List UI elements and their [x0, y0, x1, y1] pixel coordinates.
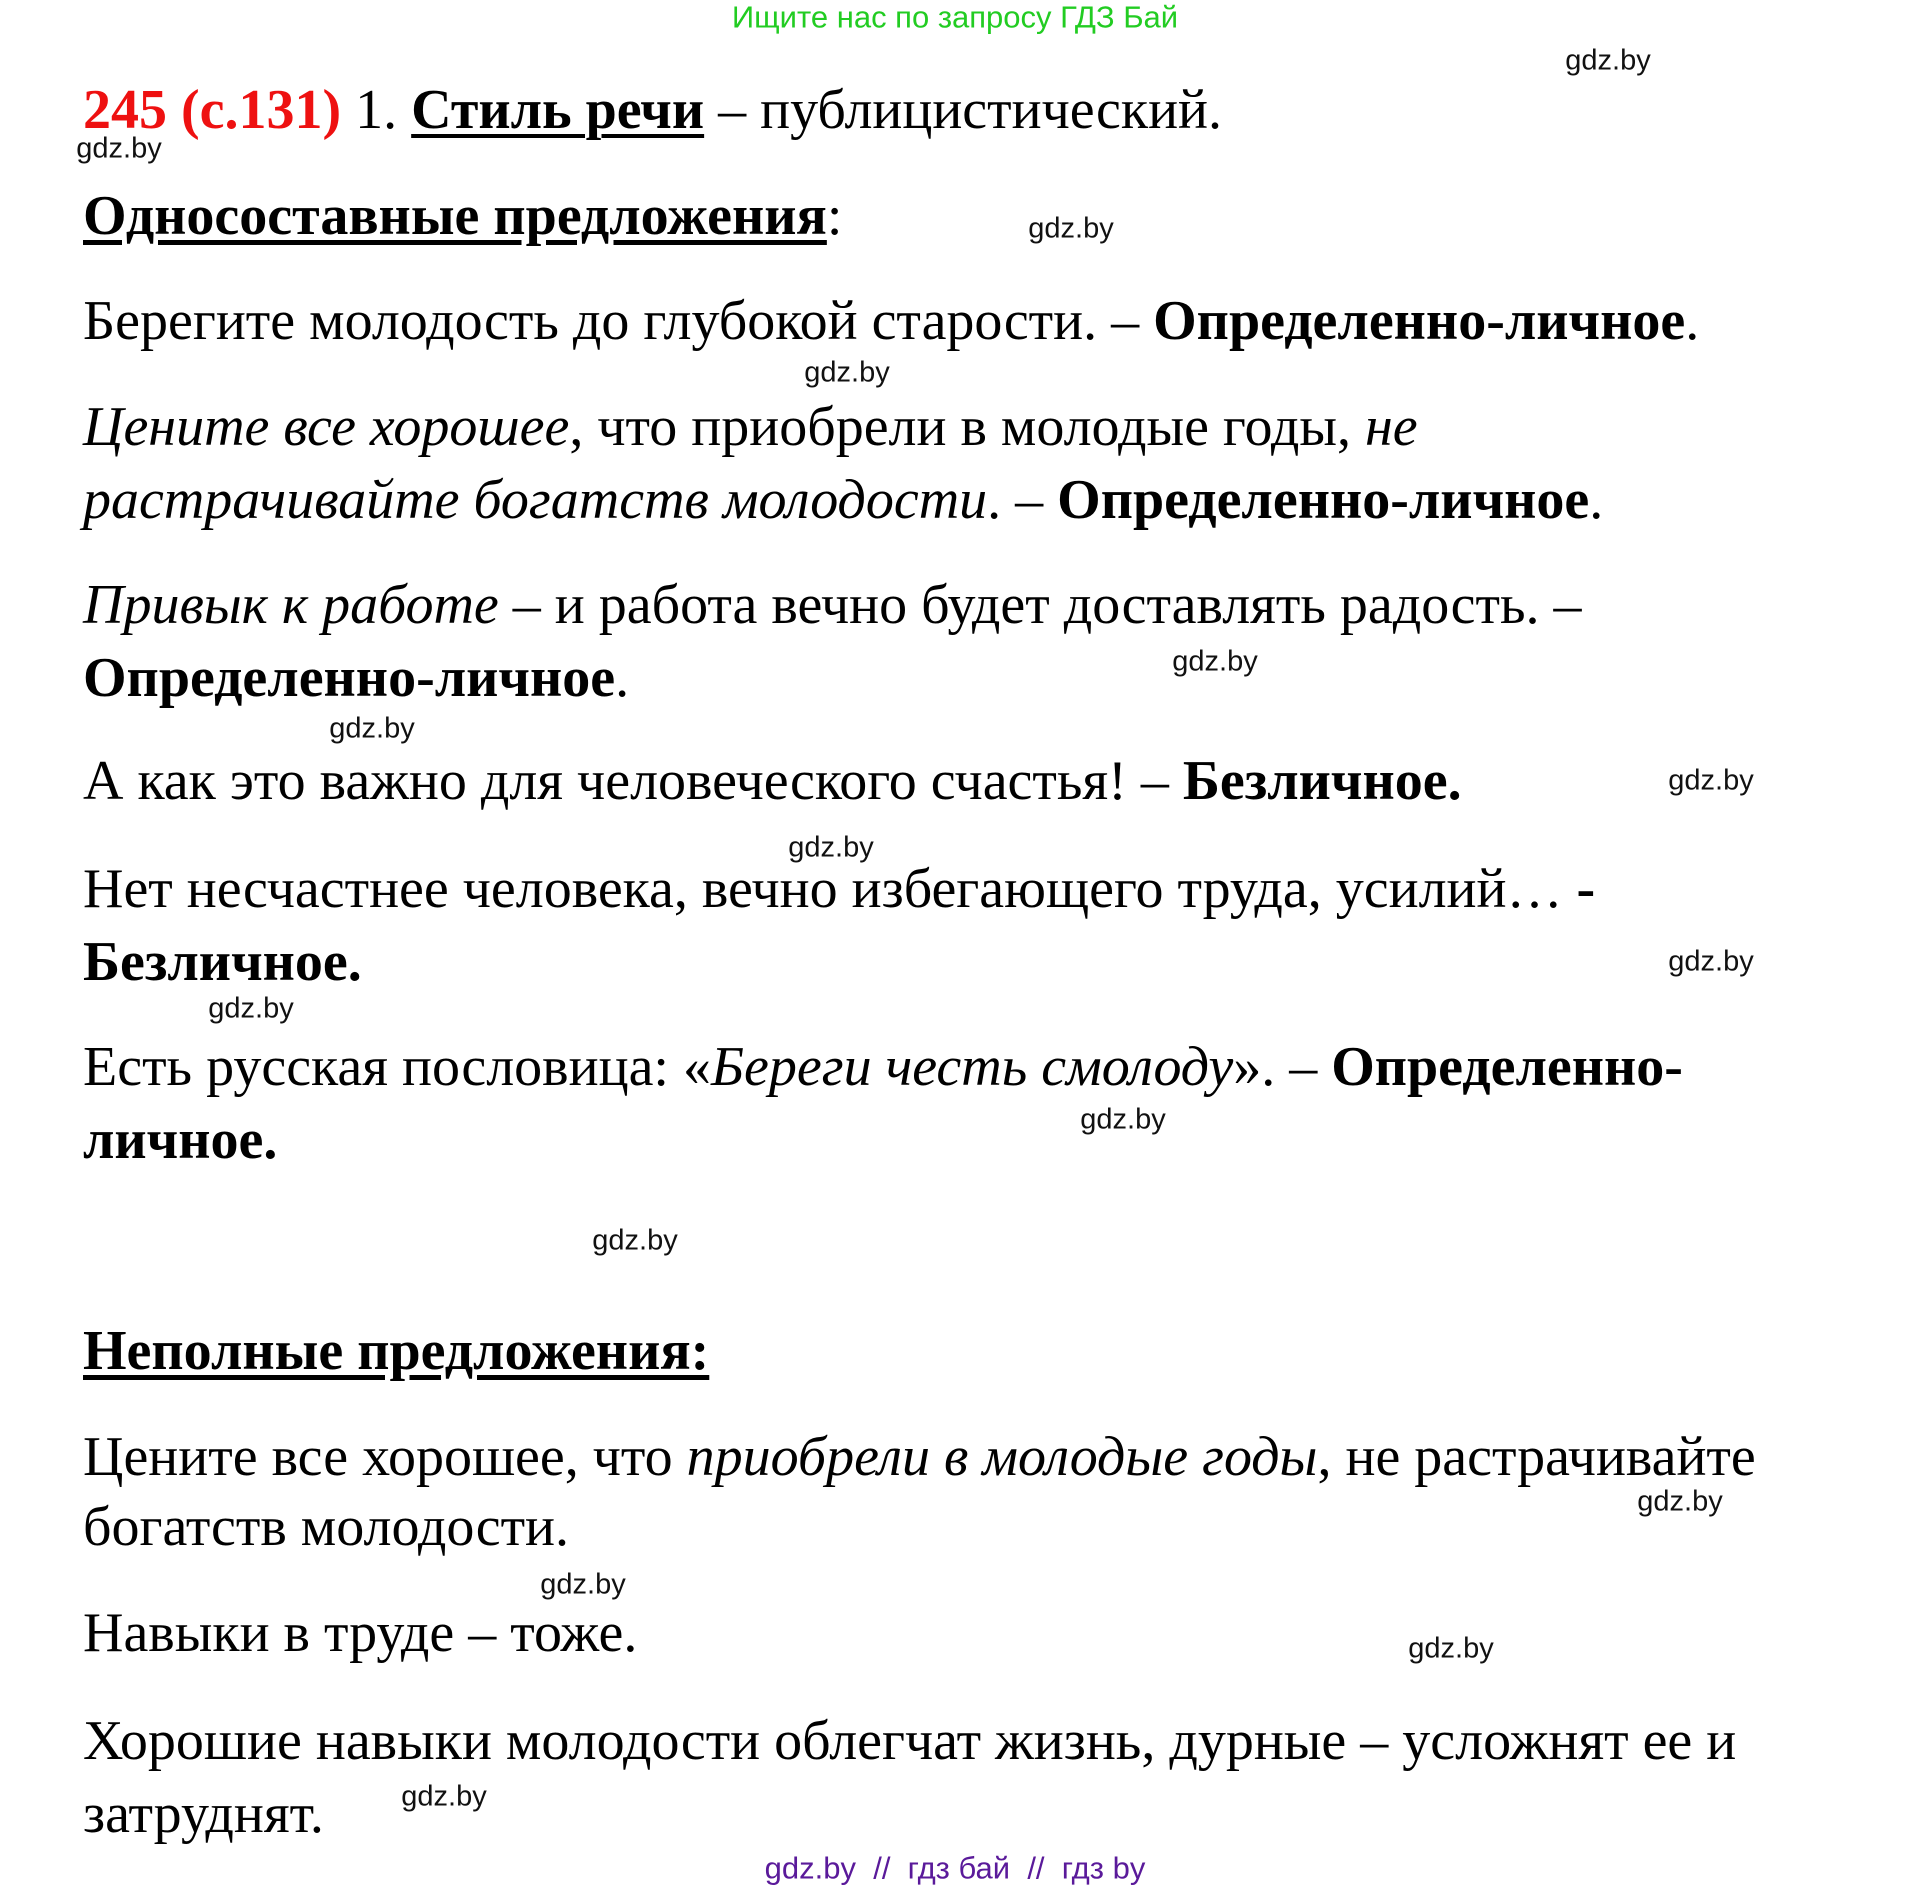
- watermark: gdz.by: [540, 1568, 626, 1601]
- sentence-text: , не растрачивайте: [1317, 1426, 1756, 1488]
- sentence-line: [83, 290, 1700, 352]
- sentence-line: [83, 1710, 1737, 1772]
- sentence-text: Цените все хорошее, что: [83, 1426, 687, 1488]
- punct: .: [615, 647, 630, 709]
- watermark: gdz.by: [1668, 764, 1754, 797]
- watermark: gdz.by: [1565, 44, 1651, 77]
- sentence-line: [83, 931, 362, 993]
- watermark: gdz.by: [401, 1780, 487, 1813]
- watermark: gdz.by: [592, 1224, 678, 1257]
- sentence-text: Хорошие навыки молодости облегчат жизнь, дурные – усложнят ее и: [83, 1710, 1737, 1772]
- style-value: – публицистический.: [704, 79, 1223, 141]
- item-number: 1.: [341, 79, 412, 141]
- sentence-line: [83, 1496, 570, 1558]
- sentence-text: затруднят.: [83, 1783, 324, 1845]
- watermark: gdz.by: [804, 356, 890, 389]
- sentence-line: [83, 858, 1596, 920]
- sentence-italic: Цените все хорошее: [83, 396, 570, 458]
- sentence-text: Есть русская пословица: «: [83, 1036, 711, 1098]
- sentence-line: [83, 469, 1604, 531]
- sentence-text: – и работа вечно будет доставлять радость. –: [498, 574, 1582, 636]
- punct: .: [1589, 469, 1604, 531]
- heading-text: Односоставные предложения: [83, 185, 827, 247]
- watermark: gdz.by: [1080, 1103, 1166, 1136]
- watermark: gdz.by: [1668, 945, 1754, 978]
- sentence-text: , что приобрели в молодые годы,: [569, 396, 1365, 458]
- watermark: gdz.by: [788, 831, 874, 864]
- section-heading-incomplete: [83, 1320, 710, 1382]
- punct: .: [1685, 290, 1700, 352]
- sentence-line: [83, 574, 1582, 636]
- sentence-line: [83, 1426, 1756, 1488]
- sentence-type: Определенно-: [1331, 1036, 1683, 1098]
- sentence-italic: растрачивайте богатств молодости: [83, 469, 988, 531]
- watermark: gdz.by: [1408, 1632, 1494, 1665]
- exercise-number: 245 (с.131): [83, 79, 342, 141]
- sentence-line: [83, 1783, 324, 1845]
- sentence-line: [83, 750, 1462, 812]
- sentence-italic: приобрели в молодые годы: [686, 1426, 1318, 1488]
- sentence-text: Нет несчастнее человека, вечно избегающего труда, усилий…: [83, 858, 1577, 920]
- watermark: gdz.by: [1172, 645, 1258, 678]
- heading-text: Неполные предложения:: [83, 1320, 710, 1382]
- sentence-line: [83, 647, 630, 709]
- sentence-type: Безличное.: [1182, 750, 1462, 812]
- sentence-line: [83, 1602, 638, 1664]
- sentence-line: [83, 396, 1418, 458]
- sentence-text: ». –: [1233, 1036, 1332, 1098]
- footer-links: gdz.by // гдз бай // гдз by: [764, 1850, 1146, 1886]
- sentence-type: Определенно-личное: [1057, 469, 1590, 531]
- watermark: gdz.by: [329, 712, 415, 745]
- watermark: gdz.by: [208, 992, 294, 1025]
- sentence-text: Берегите молодость до глубокой старости. –: [83, 290, 1154, 352]
- sentence-type: личное.: [83, 1109, 278, 1171]
- sentence-italic: не: [1365, 396, 1418, 458]
- sentence-line: [83, 1036, 1683, 1098]
- sentence-type: Безличное.: [83, 931, 362, 993]
- sentence-type: Определенно-личное: [83, 647, 616, 709]
- watermark: gdz.by: [1028, 212, 1114, 245]
- sentence-text: Навыки в труде – тоже.: [83, 1602, 638, 1664]
- style-term: Стиль речи: [411, 79, 705, 141]
- watermark: gdz.by: [76, 132, 162, 165]
- header-banner: Ищите нас по запросу ГДЗ Бай: [731, 0, 1179, 35]
- heading-colon: :: [826, 185, 843, 247]
- sentence-italic: Береги честь смолоду: [710, 1036, 1234, 1098]
- dash: -: [1576, 858, 1596, 920]
- watermark: gdz.by: [1637, 1485, 1723, 1518]
- section-heading-one-part: [83, 185, 843, 247]
- sentence-line: [83, 1109, 278, 1171]
- sentence-text: богатств молодости.: [83, 1496, 570, 1558]
- sentence-text: А как это важно для человеческого счастья! –: [83, 750, 1183, 812]
- sentence-italic: Привык к работе: [83, 574, 499, 636]
- sentence-text: . –: [987, 469, 1058, 531]
- exercise-title: [83, 79, 1223, 141]
- sentence-type: Определенно-личное: [1153, 290, 1686, 352]
